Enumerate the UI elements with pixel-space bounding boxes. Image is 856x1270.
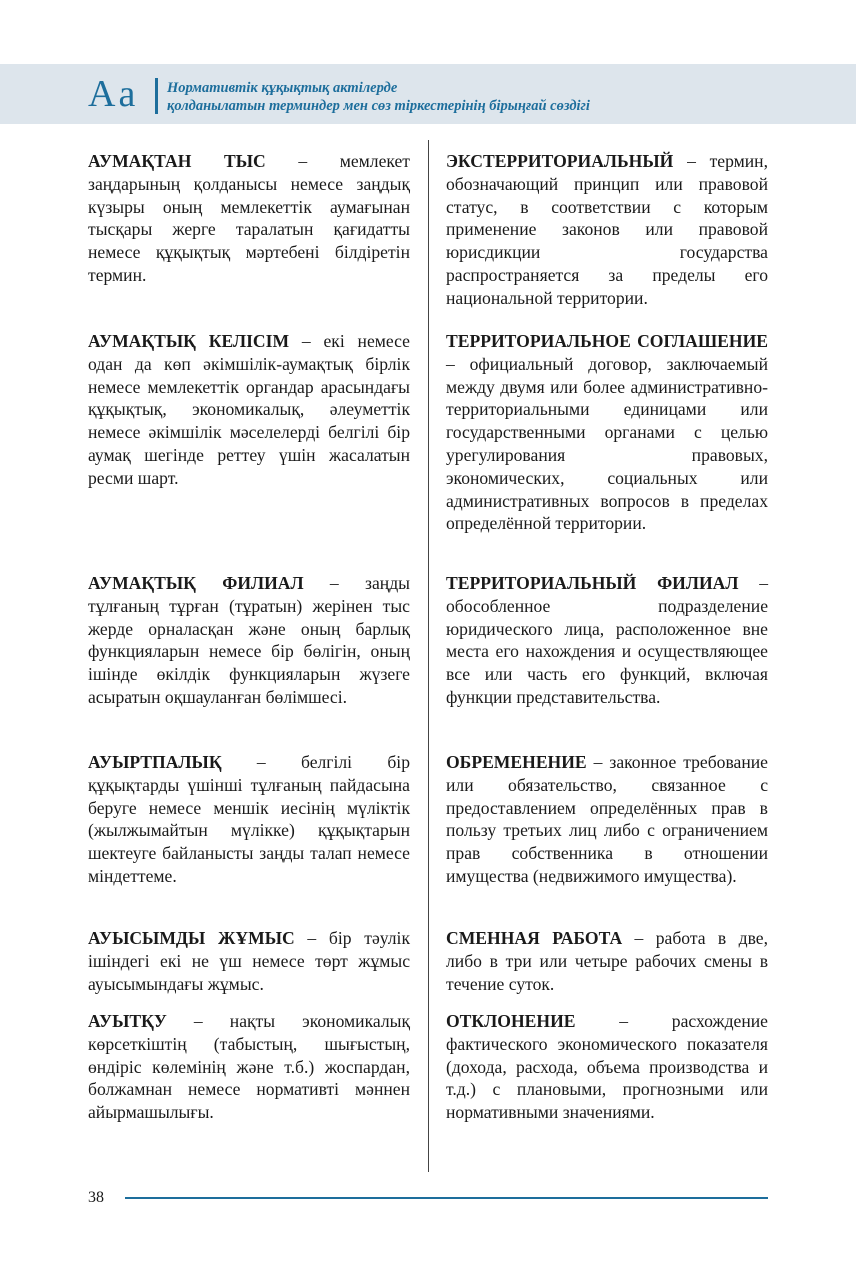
dictionary-entry — [88, 572, 410, 709]
dictionary-entry — [88, 150, 410, 287]
entry-definition: – заңды тұлғаның тұрған (тұратын) жерінен тыс жерде орналасқан және оның барлық функцияларын немесе бір бөлігін, оның ішінде өкілдік функцияларын жүзеге асыратын оқшауланған бөлімшесі. — [88, 573, 410, 707]
header-title — [167, 79, 767, 115]
entry-definition: – екі немесе одан да көп әкімшілік-аумақтық бірлік немесе мемлекеттік органдар арасындағы құқықтық, экономикалық, әлеуметтік немесе әкімшілік мәселелерді белгілі бір аумақ шегінде реттеу үшін жасалатын ресми шарт. — [88, 331, 410, 488]
entry-term: СМЕННАЯ РАБОТА — [446, 928, 623, 948]
entry-term: ТЕРРИТОРИАЛЬНОЕ СОГЛАШЕНИЕ — [446, 331, 768, 351]
header-title-line-1: Нормативтік құқықтық актілерде — [167, 80, 398, 96]
entry-definition: – работа в две, либо в три или четыре рабочих смены в течение суток. — [446, 928, 768, 994]
dictionary-entry — [446, 927, 768, 995]
entry-term: АУЫТҚУ — [88, 1011, 167, 1031]
entry-term: ОБРЕМЕНЕНИЕ — [446, 752, 587, 772]
entry-term: АУЫРТПАЛЫҚ — [88, 752, 222, 772]
dictionary-entry — [446, 751, 768, 888]
entry-definition: – бір тәулік ішіндегі екі не үш немесе төрт жұмыс ауысымындағы жұмыс. — [88, 928, 410, 994]
entry-definition: – нақты экономикалық көрсеткіштің (табыстың, шығыстың, өндіріс көлемінің және т.б.) жоспардан, болжамнан немесе нормативті мәннен айырмашылығы. — [88, 1011, 410, 1123]
header-title-line-2: қолданылатын терминдер мен сөз тіркестерінің бірыңғай сөздігі — [167, 98, 590, 114]
entry-definition: – термин, обозначающий принцип или правовой статус, в соответствии с которым применение законов или правовой юрисдикции государства распространяется за пределы его национальной территории. — [446, 151, 768, 308]
dictionary-entry — [88, 927, 410, 995]
entry-term: АУМАҚТАН ТЫС — [88, 151, 266, 171]
entry-term: АУМАҚТЫҚ КЕЛІСІМ — [88, 331, 290, 351]
page-number: 38 — [88, 1189, 104, 1206]
entry-definition: – белгілі бір құқықтарды үшінші тұлғаның пайдасына беруге немесе меншік иесінің мүліктік (жылжымайтын мүлікке) құқықтарын шектеуге байланысты заңды талап немесе міндеттеме. — [88, 752, 410, 886]
dictionary-entry — [88, 751, 410, 888]
entry-definition: – мемлекет заңдарының қолданысы немесе заңдық күзыры оның мемлекеттік аумағынан тысқары жерге таралатын қағидатты немесе құқықтық мәртебені білдіретін термин. — [88, 151, 410, 285]
dictionary-logo: Aa — [88, 73, 139, 115]
entry-term: АУЫСЫМДЫ ЖҰМЫС — [88, 928, 295, 948]
entry-definition: – расхождение фактического экономического показателя (дохода, расхода, объема производства и т.д.) с плановыми, прогнозными или нормативными значениями. — [446, 1011, 768, 1123]
header-separator — [155, 78, 158, 114]
entry-definition: – обособленное подразделение юридического лица, расположенное вне места его нахождения и осуществляющее все или часть его функций, включая функции представительства. — [446, 573, 768, 707]
dictionary-entry — [446, 330, 768, 535]
dictionary-entry — [88, 1010, 410, 1124]
dictionary-entry — [446, 1010, 768, 1124]
entry-definition: – законное требование или обязательство, связанное с предоставлением определённых прав в пользу третьих лиц либо с ограничением прав собственника в отношении имущества (недвижимого имущества). — [446, 752, 768, 886]
entry-term: АУМАҚТЫҚ ФИЛИАЛ — [88, 573, 304, 593]
entry-term: ЭКСТЕРРИТОРИАЛЬНЫЙ — [446, 151, 674, 171]
footer-rule — [125, 1197, 768, 1199]
entry-term: ОТКЛОНЕНИЕ — [446, 1011, 576, 1031]
entry-term: ТЕРРИТОРИАЛЬНЫЙ ФИЛИАЛ — [446, 573, 739, 593]
entry-definition: – официальный договор, заключаемый между двумя или более административно-территориальными единицами или государственными органами с целью урегулирования правовых, экономических, социальных или административных вопросов в пределах определённой территории. — [446, 353, 768, 534]
dictionary-entry — [446, 572, 768, 709]
column-divider — [428, 140, 429, 1172]
dictionary-entry — [446, 150, 768, 310]
dictionary-entry — [88, 330, 410, 490]
